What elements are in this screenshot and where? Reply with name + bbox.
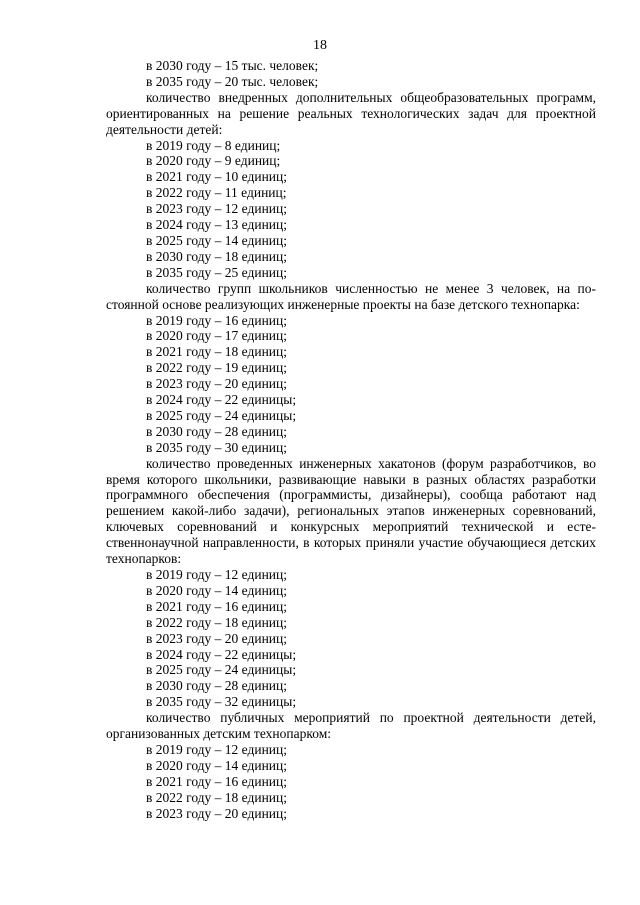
year-value-line: в 2021 году – 10 единиц; [146, 169, 288, 185]
year-value-line: в 2022 году – 19 единиц; [146, 360, 288, 376]
year-value-line: в 2020 году – 14 единиц; [146, 757, 288, 773]
year-value-line: в 2023 году – 20 единиц; [146, 805, 288, 821]
year-value-line: в 2023 году – 20 единиц; [146, 630, 288, 646]
year-value-line: в 2035 году – 25 единиц; [146, 264, 288, 280]
year-value-line: в 2022 году – 11 единиц; [146, 185, 287, 201]
year-value-line: в 2022 году – 18 единиц; [146, 614, 288, 630]
indicator-paragraph: количество внедренных дополнительных общеобразовательных программ, ориентированных на решение реальных технологических задач для проектной деятельности детей: [106, 89, 596, 137]
year-value-line: в 2024 году – 22 единицы; [146, 392, 297, 408]
year-value-line: в 2020 году – 17 единиц; [146, 328, 288, 344]
year-value-line: в 2035 году – 20 тыс. человек; [146, 73, 319, 89]
year-value-line: в 2021 году – 16 единиц; [146, 773, 288, 789]
year-value-line: в 2024 году – 22 единицы; [146, 646, 297, 662]
year-value-line: в 2025 году – 24 единицы; [146, 407, 297, 423]
year-value-line: в 2021 году – 18 единиц; [146, 344, 288, 360]
document-body [106, 58, 596, 822]
year-value-line: в 2023 году – 12 единиц; [146, 201, 288, 217]
year-value-line: в 2024 году – 13 единиц; [146, 217, 288, 233]
page-number: 18 [313, 38, 327, 53]
year-value-line: в 2019 году – 8 единиц; [146, 137, 281, 153]
year-value-line: в 2030 году – 18 единиц; [146, 248, 288, 264]
indicator-paragraph: количество публичных мероприятий по проектной деятельности детей, организованных детским технопарком: [106, 710, 596, 742]
year-value-line: в 2020 году – 14 единиц; [146, 582, 288, 598]
indicator-paragraph: количество групп школьников численностью не менее 3 человек, на постоянной основе реализующих инженерные проекты на базе детского технопарка: [106, 280, 596, 312]
year-value-line: в 2020 году – 9 единиц; [146, 153, 281, 169]
year-value-line: в 2022 году – 18 единиц; [146, 789, 288, 805]
year-value-line: в 2030 году – 15 тыс. человек; [146, 58, 319, 73]
year-value-line: в 2023 году – 20 единиц; [146, 376, 288, 392]
year-value-line: в 2021 году – 16 единиц; [146, 598, 288, 614]
year-value-line: в 2025 году – 24 единицы; [146, 662, 297, 678]
year-value-line: в 2019 году – 16 единиц; [146, 312, 288, 328]
year-value-line: в 2030 году – 28 единиц; [146, 423, 288, 439]
year-value-line: в 2035 году – 30 единиц; [146, 439, 288, 455]
year-value-line: в 2019 году – 12 единиц; [146, 741, 288, 757]
year-value-line: в 2030 году – 28 единиц; [146, 678, 288, 694]
year-value-line: в 2025 году – 14 единиц; [146, 232, 288, 248]
year-value-line: в 2035 году – 32 единицы; [146, 694, 297, 710]
year-value-line: в 2019 году – 12 единиц; [146, 567, 288, 582]
indicator-paragraph: количество проведенных инженерных хакатонов (форум разработчиков, во время которого школьники, развивающие навыки в разных областях разработки программного обеспечения (программисты, дизайнеры), сообща работают над решением какой-либо задачи), региональных этапов инженерных соревнований, ключевых соревнований и конкурсных мероприятий технической и естественнонаучной направленности, в которых приняли участие обучающиеся детских технопарков: [106, 455, 596, 567]
